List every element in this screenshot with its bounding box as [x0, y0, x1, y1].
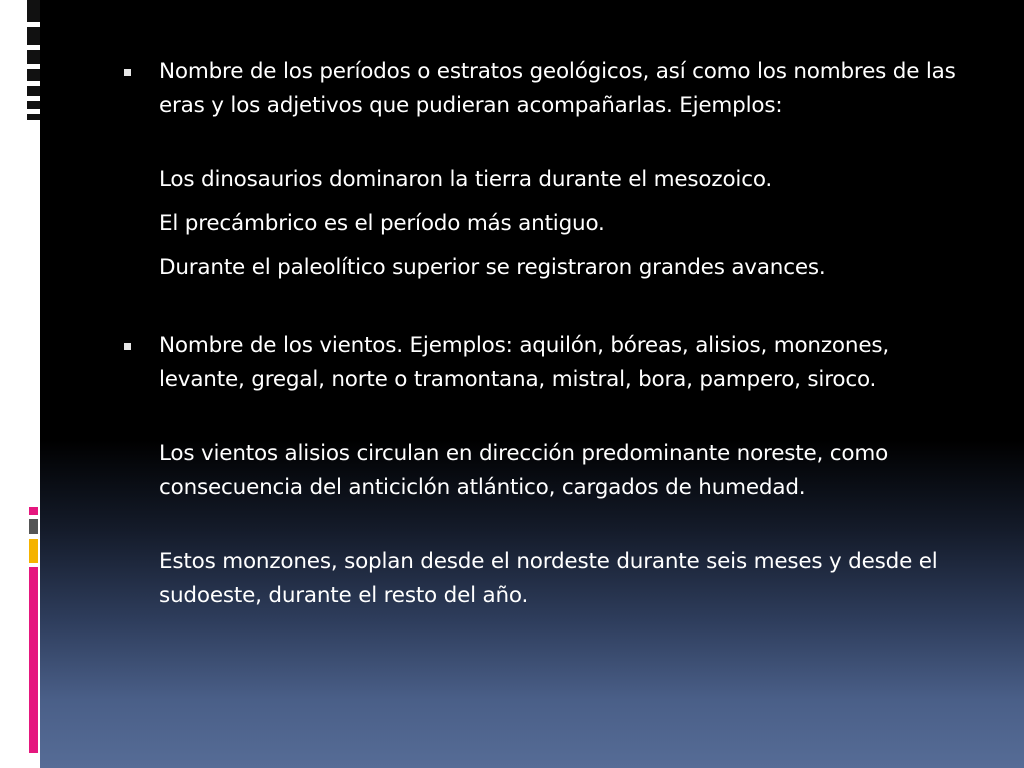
- accent-bar-gold: [29, 539, 38, 563]
- decorative-lines: [27, 0, 40, 120]
- accent-bar-magenta-long: [29, 567, 38, 753]
- accent-bar-magenta-top: [29, 507, 38, 515]
- example-line: Los vientos alisios circulan en dirección predominante noreste, como consecuencia del anticiclón atlántico, cargados de humedad.: [159, 441, 889, 500]
- square-bullet-icon: [124, 69, 131, 76]
- bullet-text: Nombre de los vientos. Ejemplos: aquilón, bóreas, alisios, monzones, levante, gregal, norte o tramontana, mistral, bora, pampero, siroco.: [159, 333, 889, 392]
- example-line: Estos monzones, soplan desde el nordeste durante seis meses y desde el sudoeste, durante el resto del año.: [159, 549, 938, 608]
- example-line: El precámbrico es el período más antiguo.: [159, 211, 605, 236]
- accent-bar-gray: [29, 519, 38, 534]
- bullet-geological-periods: [110, 55, 980, 123]
- bullet-text: Nombre de los períodos o estratos geológicos, así como los nombres de las eras y los adjetivos que pudieran acompañarlas. Ejemplos:: [159, 59, 956, 118]
- bullet-winds: [110, 329, 980, 397]
- square-bullet-icon: [124, 343, 131, 350]
- example-line: Los dinosaurios dominaron la tierra durante el mesozoico.: [159, 167, 773, 192]
- example-list: [110, 163, 980, 285]
- example-list: [110, 437, 980, 613]
- example-line: Durante el paleolítico superior se registraron grandes avances.: [159, 255, 826, 280]
- slide-body: [110, 55, 980, 613]
